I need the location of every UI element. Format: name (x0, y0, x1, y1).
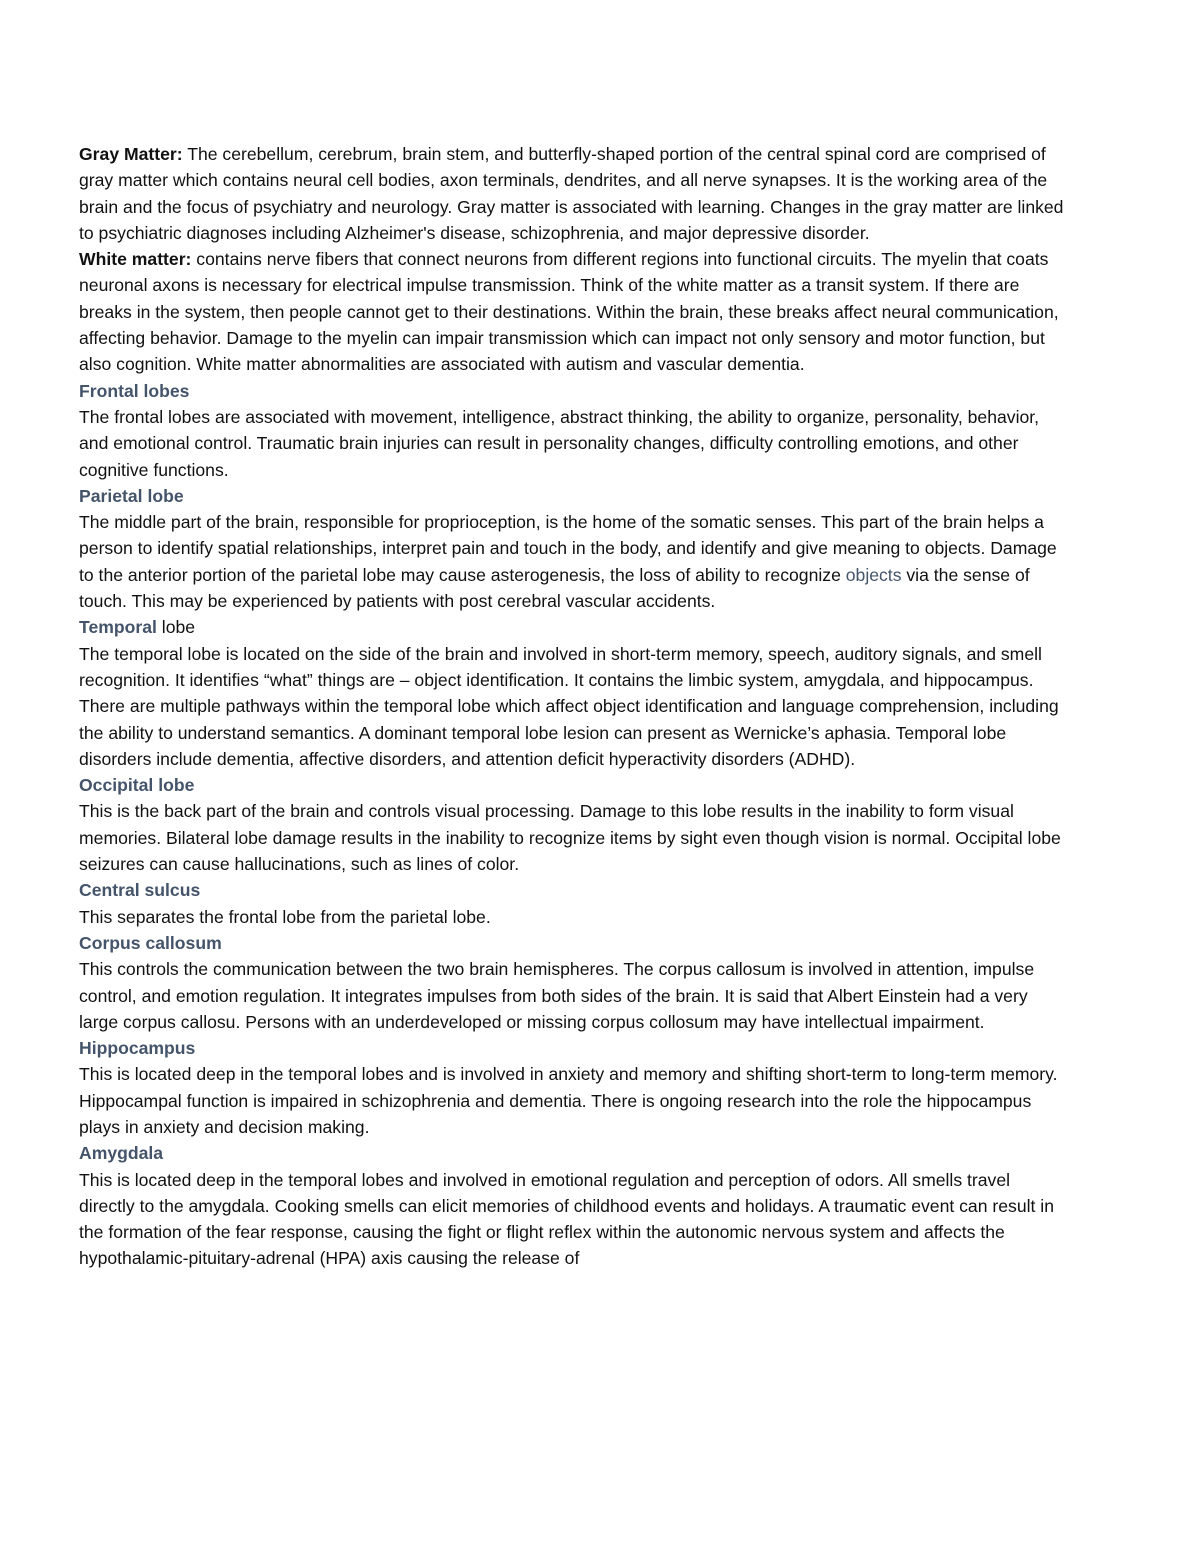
occipital-lobe-heading: Occipital lobe (79, 775, 195, 796)
parietal-text-after: via the sense of touch. This may be experienced by patients with post cerebral vascular accidents. (79, 564, 1030, 612)
temporal-heading-plain: lobe (156, 617, 196, 638)
temporal-lobe-text: The temporal lobe is located on the side of the brain and involved in short-term memory, speech, auditory signals, and smell recognition. It identifies “what” things are – object identification. It contains the limbic system, amygdala, and hippocampus. There are multiple pathways within the temporal lobe which affect object identification and language comprehension, including the ability to understand semantics. A dominant temporal lobe lesion can present as Wernicke’s aphasia. Temporal lobe disorders include dementia, affective disorders, and attention deficit hyperactivity disorders (ADHD). (79, 643, 1059, 769)
gray-matter-paragraph (79, 141, 1069, 246)
parietal-lobe-heading: Parietal lobe (79, 485, 184, 506)
amygdala-heading: Amygdala (79, 1143, 164, 1164)
temporal-lobe-heading (79, 614, 1069, 640)
frontal-lobes-heading: Frontal lobes (79, 380, 190, 401)
white-matter-paragraph (79, 246, 1069, 377)
corpus-callosum-text: This controls the communication between the two brain hemispheres. The corpus callosum is involved in attention, impulse control, and emotion regulation. It integrates impulses from both sides of the brain. It is said that Albert Einstein had a very large corpus callosu. Persons with an underdeveloped or missing corpus collosum may have intellectual impairment. (79, 959, 1035, 1032)
corpus-callosum-heading: Corpus callosum (79, 932, 222, 953)
parietal-text-before: The middle part of the brain, responsible for proprioception, is the home of the somatic senses. This part of the brain helps a person to identify spatial relationships, interpret pain and touch in the body, and identify and give meaning to objects. Damage to the anterior portion of the parietal lobe may cause asterogenesis, the loss of ability to recognize (79, 512, 1057, 585)
temporal-heading-bold: Temporal (79, 617, 157, 638)
document-page (79, 141, 1069, 1272)
gray-matter-text: The cerebellum, cerebrum, brain stem, and butterfly-shaped portion of the central spinal cord are comprised of gray matter which contains neural cell bodies, axon terminals, dendrites, and all nerve synapses. It is the working area of the brain and the focus of psychiatry and neurology. Gray matter is associated with learning. Changes in the gray matter are linked to psychiatric diagnoses including Alzheimer's disease, schizophrenia, and major depressive disorder. (79, 144, 1064, 243)
white-matter-label: White matter: (79, 249, 192, 270)
occipital-lobe-text: This is the back part of the brain and controls visual processing. Damage to this lobe results in the inability to form visual memories. Bilateral lobe damage results in the inability to recognize items by sight even though vision is normal. Occipital lobe seizures can cause hallucinations, such as lines of color. (79, 801, 1061, 875)
central-sulcus-heading: Central sulcus (79, 880, 201, 901)
central-sulcus-text: This separates the frontal lobe from the parietal lobe. (79, 906, 491, 927)
parietal-text-objects: objects (845, 564, 902, 585)
hippocampus-heading: Hippocampus (79, 1038, 196, 1059)
gray-matter-label: Gray Matter: (79, 144, 183, 164)
white-matter-text: contains nerve fibers that connect neurons from different regions into functional circuits. The myelin that coats neuronal axons is necessary for electrical impulse transmission. Think of the white matter as a transit system. If there are breaks in the system, then people cannot get to their destinations. Within the brain, these breaks affect neural communication, affecting behavior. Damage to the myelin can impair transmission which can impact not only sensory and motor function, but also cognition. White matter abnormalities are associated with autism and vascular dementia. (79, 249, 1059, 375)
parietal-lobe-text (79, 509, 1069, 614)
frontal-lobes-text: The frontal lobes are associated with movement, intelligence, abstract thinking, the ability to organize, personality, behavior, and emotional control. Traumatic brain injuries can result in personality changes, difficulty controlling emotions, and other cognitive functions. (79, 406, 1040, 480)
hippocampus-text: This is located deep in the temporal lobes and is involved in anxiety and memory and shifting short-term to long-term memory. Hippocampal function is impaired in schizophrenia and dementia. There is ongoing research into the role the hippocampus plays in anxiety and decision making. (79, 1064, 1058, 1137)
amygdala-text: This is located deep in the temporal lobes and involved in emotional regulation and perception of odors. All smells travel directly to the amygdala. Cooking smells can elicit memories of childhood events and holidays. A traumatic event can result in the formation of the fear response, causing the fight or flight reflex within the autonomic nervous system and affects the hypothalamic-pituitary-adrenal (HPA) axis causing the release of (79, 1169, 1054, 1269)
